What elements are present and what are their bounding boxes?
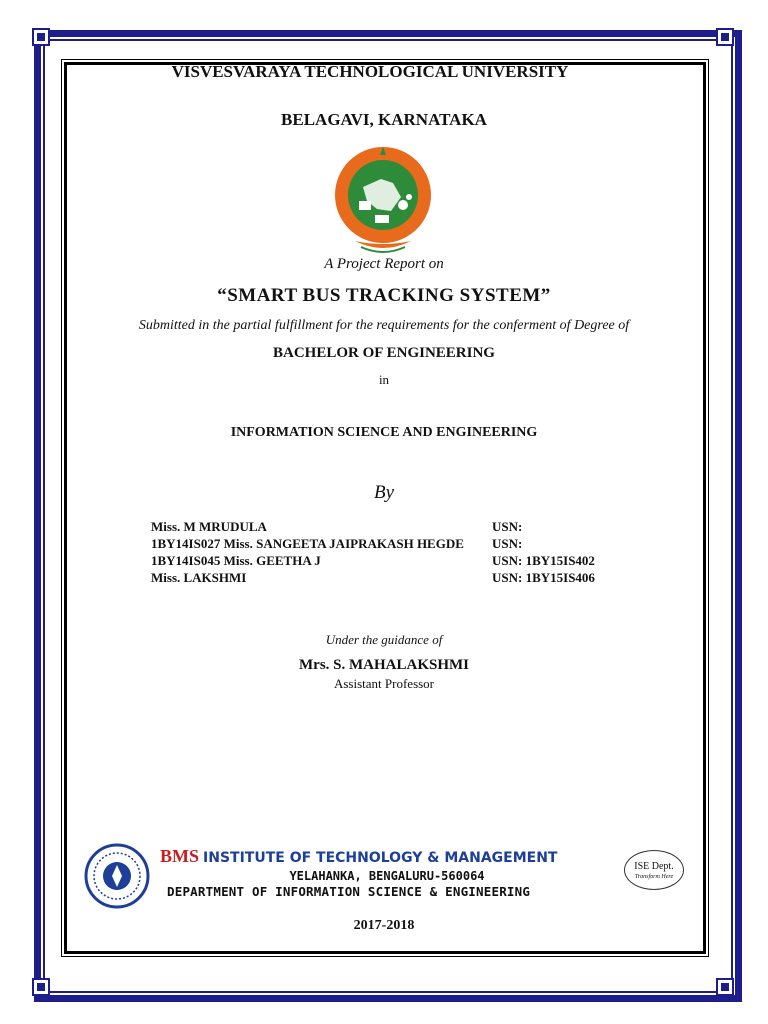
corner-ornament-bottom-right bbox=[716, 978, 734, 996]
student-row bbox=[151, 518, 621, 535]
student-row bbox=[151, 535, 621, 552]
institute-short-name: BMS bbox=[160, 846, 200, 866]
student-name: Miss. M MRUDULA bbox=[151, 519, 267, 534]
student-usn: USN: bbox=[492, 536, 523, 551]
corner-ornament-bottom-left bbox=[32, 978, 50, 996]
university-name: VISVESVARAYA TECHNOLOGICAL UNIVERSITY bbox=[171, 62, 569, 81]
branch-name: INFORMATION SCIENCE AND ENGINEERING bbox=[230, 425, 538, 440]
in-label: in bbox=[378, 372, 390, 387]
ise-badge-label: ISE Dept. bbox=[634, 861, 674, 872]
ise-badge-tagline: Transform Here bbox=[634, 874, 674, 880]
guide-designation: Assistant Professor bbox=[333, 676, 435, 691]
submission-statement: Submitted in the partial fulfillment for the requirements for the conferment of Degree of bbox=[138, 318, 630, 333]
student-name: Miss. LAKSHMI bbox=[151, 570, 247, 585]
student-name: 1BY14IS027 Miss. SANGEETA JAIPRAKASH HEGDE bbox=[151, 536, 464, 551]
institute-name: INSTITUTE OF TECHNOLOGY & MANAGEMENT bbox=[203, 850, 558, 866]
project-title: “SMART BUS TRACKING SYSTEM” bbox=[217, 285, 551, 306]
institute-address: YELAHANKA, BENGALURU-560064 bbox=[289, 869, 485, 883]
student-usn: USN: 1BY15IS406 bbox=[492, 570, 595, 585]
corner-ornament-top-left bbox=[32, 28, 50, 46]
student-row bbox=[151, 569, 621, 586]
student-list bbox=[151, 518, 621, 586]
report-intro: A Project Report on bbox=[324, 256, 444, 272]
bms-emblem-icon bbox=[84, 843, 150, 909]
ise-dept-badge bbox=[624, 850, 684, 890]
department-name: DEPARTMENT OF INFORMATION SCIENCE & ENGINEERING bbox=[167, 884, 531, 899]
guide-name: Mrs. S. MAHALAKSHMI bbox=[299, 657, 469, 673]
by-label: By bbox=[373, 482, 395, 503]
degree-name: BACHELOR OF ENGINEERING bbox=[273, 345, 495, 361]
institute-heading bbox=[160, 846, 558, 867]
student-row bbox=[151, 552, 621, 569]
vtu-logo bbox=[333, 145, 433, 255]
student-usn: USN: 1BY15IS402 bbox=[492, 553, 595, 568]
university-location: BELAGAVI, KARNATAKA bbox=[281, 110, 487, 129]
student-name: 1BY14IS045 Miss. GEETHA J bbox=[151, 553, 321, 568]
student-usn: USN: bbox=[492, 519, 523, 534]
academic-year: 2017-2018 bbox=[353, 918, 415, 933]
guidance-label: Under the guidance of bbox=[325, 632, 443, 647]
corner-ornament-top-right bbox=[716, 28, 734, 46]
